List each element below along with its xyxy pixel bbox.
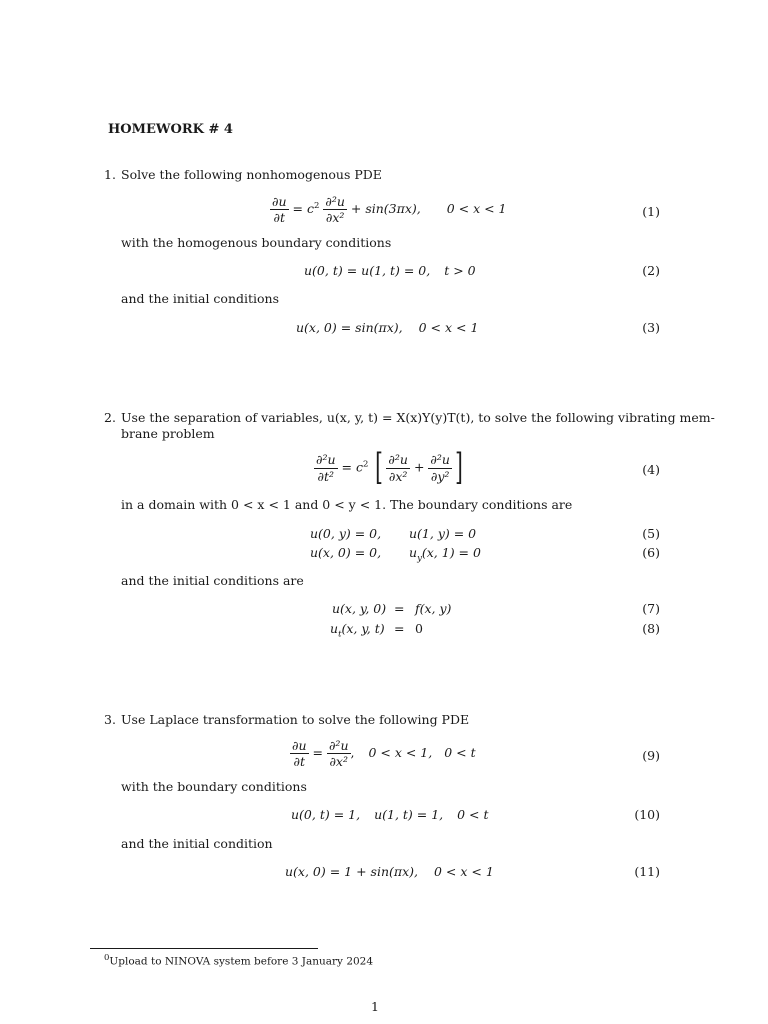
equation-number: (5)	[642, 526, 660, 541]
equation-1-tail: + sin(3πx),	[350, 201, 421, 217]
plus-sign: +	[413, 459, 425, 475]
frac-denominator: ∂t²	[317, 468, 335, 484]
footnote	[104, 953, 373, 968]
equals-c: = c	[292, 201, 314, 217]
problem-2-text-3: and the initial conditions are	[121, 573, 304, 588]
u-symbol: u	[409, 545, 418, 560]
equation-9-cond-2: 0 < t	[444, 745, 476, 761]
equation-number: (7)	[642, 601, 660, 616]
frac-numerator: ∂²u	[328, 738, 349, 753]
equation-9-cond-1: 0 < x < 1,	[368, 745, 433, 761]
equation-10-part-c: 0 < t	[457, 807, 489, 822]
equation-3-cond: 0 < x < 1	[418, 320, 479, 335]
equation-5-right: u(1, y) = 0	[409, 526, 477, 541]
footnote-text: Upload to NINOVA system before 3 January 2024	[109, 955, 374, 968]
equation-3	[296, 320, 478, 335]
problem-2-text-2: in a domain with 0 < x < 1 and 0 < y < 1. The boundary conditions are	[121, 497, 573, 512]
equation-2	[304, 263, 476, 278]
page-number: 1	[371, 999, 379, 1014]
subscript: y	[417, 553, 422, 564]
problem-1-number: 1.	[104, 167, 116, 182]
equation-9	[290, 739, 476, 768]
problem-3-number: 3.	[104, 712, 116, 727]
frac-denominator: ∂x²	[388, 468, 408, 484]
equation-9-rhs-fraction	[327, 739, 351, 768]
problem-3-text-3: and the initial condition	[121, 836, 273, 851]
subscript: t	[338, 629, 342, 640]
equation-10-part-a: u(0, t) = 1,	[291, 807, 361, 822]
footnote-rule	[90, 948, 318, 949]
problem-3-intro: Use Laplace transformation to solve the following PDE	[121, 712, 470, 727]
equation-number: (8)	[642, 621, 660, 636]
equation-3-expr: u(x, 0) = sin(πx),	[296, 320, 403, 335]
equation-number: (9)	[642, 748, 660, 763]
equation-1-rhs-fraction	[323, 195, 347, 224]
equals-c: = c	[341, 459, 363, 475]
frac-denominator: ∂x²	[329, 754, 348, 770]
equation-number: (3)	[642, 320, 660, 335]
equation-number: (11)	[634, 864, 660, 879]
equation-7-lhs: u(x, y, 0)	[332, 601, 387, 616]
equation-number: (4)	[642, 462, 660, 477]
equation-10-part-b: u(1, t) = 1,	[374, 807, 444, 822]
superscript: 2	[362, 459, 369, 470]
frac-numerator: ∂u	[272, 194, 287, 209]
equation-5-left: u(0, y) = 0,	[310, 526, 382, 541]
equation-8-lhs	[330, 621, 385, 640]
superscript: 2	[313, 200, 320, 211]
equation-8-lhs-tail: (x, y, t)	[341, 621, 385, 636]
problem-2-intro-line-2: brane problem	[121, 426, 215, 441]
equation-7-equals: =	[394, 601, 405, 616]
equation-11	[285, 864, 494, 879]
problem-3-text-2: with the boundary conditions	[121, 779, 307, 794]
frac-numerator: ∂²u	[388, 452, 408, 468]
page-title: HOMEWORK # 4	[108, 122, 233, 137]
equation-4	[314, 447, 466, 488]
equation-4-x-fraction	[386, 453, 410, 482]
frac-denominator: ∂y²	[430, 468, 450, 484]
equation-1-lhs-fraction	[270, 195, 289, 224]
equation-10	[291, 807, 489, 822]
equation-4-y-fraction	[428, 453, 452, 482]
equation-1	[270, 195, 507, 224]
equation-number: (10)	[634, 807, 660, 822]
problem-2-intro-line-1: Use the separation of variables, u(x, y, t) = X(x)Y(y)T(t), to solve the following vibrating mem-	[121, 410, 715, 425]
equation-9-lhs-fraction	[290, 739, 309, 768]
equation-6-left: u(x, 0) = 0,	[310, 545, 382, 560]
equation-number: (2)	[642, 263, 660, 278]
equation-1-domain: 0 < x < 1	[446, 201, 507, 217]
problem-1-intro: Solve the following nonhomogenous PDE	[121, 167, 382, 182]
footnote-mark: 0	[104, 953, 110, 963]
equation-8-rhs: 0	[415, 621, 423, 636]
equation-7-rhs: f(x, y)	[415, 601, 452, 616]
equals-sign: =	[312, 745, 323, 761]
frac-denominator: ∂t	[273, 210, 285, 226]
frac-numerator: ∂u	[292, 738, 307, 753]
problem-1-text-2: with the homogenous boundary conditions	[121, 235, 392, 250]
right-bracket: ]	[455, 447, 463, 488]
problem-2-number: 2.	[104, 410, 116, 425]
equation-number: (1)	[642, 204, 660, 219]
frac-numerator: ∂²u	[316, 452, 336, 468]
comma: ,	[350, 745, 355, 761]
equation-2-expr: u(0, t) = u(1, t) = 0,	[304, 263, 431, 278]
equation-number: (6)	[642, 545, 660, 560]
problem-1-text-3: and the initial conditions	[121, 291, 280, 306]
equation-8-equals: =	[394, 621, 405, 636]
equation-6-right-tail: (x, 1) = 0	[421, 545, 481, 560]
left-bracket: [	[375, 447, 384, 488]
frac-numerator: ∂²u	[325, 194, 345, 209]
frac-numerator: ∂²u	[430, 452, 450, 468]
frac-denominator: ∂x²	[325, 210, 345, 226]
equation-2-cond: t > 0	[444, 263, 476, 278]
equation-4-lhs-fraction	[314, 453, 338, 482]
u-symbol: u	[330, 621, 339, 636]
equation-11-cond: 0 < x < 1	[434, 864, 494, 879]
frac-denominator: ∂t	[293, 754, 305, 770]
equation-11-expr: u(x, 0) = 1 + sin(πx),	[285, 864, 419, 879]
equation-6-right	[409, 545, 481, 564]
